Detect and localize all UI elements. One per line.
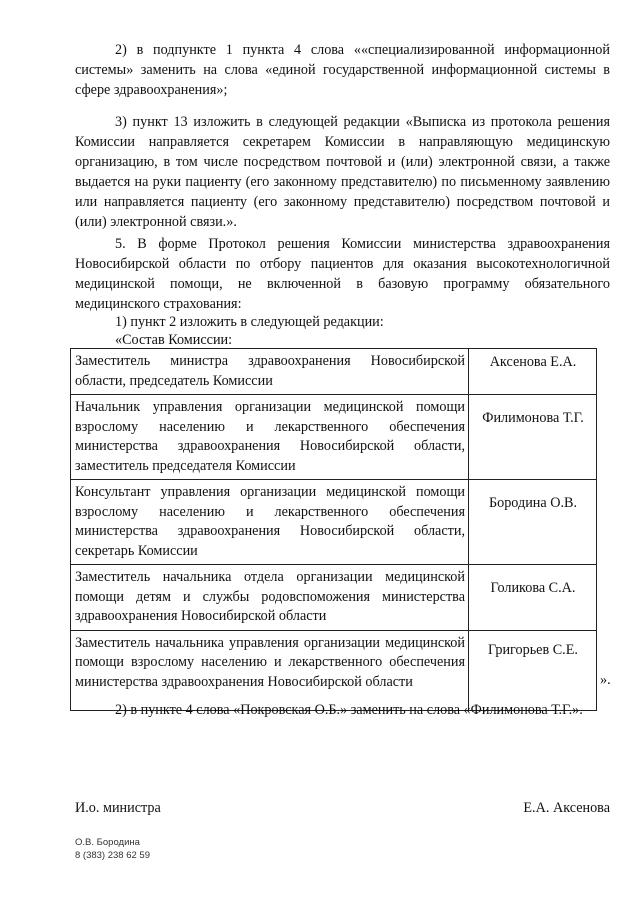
member-name: Бородина О.В. <box>469 480 597 565</box>
member-name: Григорьев С.Е. <box>469 630 597 710</box>
commission-table <box>70 348 597 711</box>
paragraph-section-5: 5. В форме Протокол решения Комиссии министерства здравоохранения Новосибирской области по отбору пациентов для оказания высокотехнологичной медицинской помощи, не включенной в базовую программу обязательного медицинского страхования: <box>75 236 610 312</box>
paragraph-subitem-1: 1) пункт 2 изложить в следующей редакции: <box>115 314 384 330</box>
member-role: Начальник управления организации медицинской помощи взрослому населению и лекарственного обеспечения министерства здравоохранения Новосибирской области, заместитель председателя Комиссии <box>71 395 469 480</box>
paragraph-subitem-2: 2) в пункте 4 слова «Покровская О.Б.» заменить на слова «Филимонова Т.Г.». <box>115 702 583 718</box>
table-row <box>71 565 597 631</box>
member-name: Голикова С.А. <box>469 565 597 631</box>
table-row <box>71 349 597 395</box>
member-role: Заместитель министра здравоохранения Новосибирской области, председатель Комиссии <box>71 349 469 395</box>
table-row <box>71 630 597 710</box>
executor-phone: 8 (383) 238 62 59 <box>75 850 151 861</box>
paragraph-item-3: 3) пункт 13 изложить в следующей редакции «Выписка из протокола решения Комиссии направляется секретарем Комиссии в направляющую медицинскую организацию, в том числе посредством почтовой и (или) электронной связи, а также выдается на руки пациенту (его законному представителю) по письменному заявлению или направляется пациенту (его законному представителю) посредством почтовой и (или) электронной связи.». <box>75 114 610 230</box>
paragraph-item-2: 2) в подпункте 1 пункта 4 слова ««специализированной информационной системы» заменить на слова «единой государственной информационной системы в сфере здравоохранения»; <box>75 42 610 98</box>
member-role: Заместитель начальника управления организации медицинской помощи взрослому населению и лекарственного обеспечения министерства здравоохранения Новосибирской области <box>71 630 469 710</box>
table-closing-quote: ». <box>600 672 611 688</box>
member-role: Консультант управления организации медицинской помощи взрослому населению и лекарственного обеспечения министерства здравоохранения Новосибирской области, секретарь Комиссии <box>71 480 469 565</box>
executor-block <box>75 836 150 862</box>
member-role: Заместитель начальника отдела организации медицинской помощи детям и службы родовспоможения министерства здравоохранения Новосибирской области <box>71 565 469 631</box>
table-row <box>71 480 597 565</box>
executor-name: О.В. Бородина <box>75 837 140 848</box>
commission-heading: «Состав Комиссии: <box>115 332 233 348</box>
signature-position: И.о. министра <box>75 800 161 816</box>
signature-name: Е.А. Аксенова <box>523 800 610 816</box>
member-name: Филимонова Т.Г. <box>469 395 597 480</box>
member-name: Аксенова Е.А. <box>469 349 597 395</box>
table-row <box>71 395 597 480</box>
